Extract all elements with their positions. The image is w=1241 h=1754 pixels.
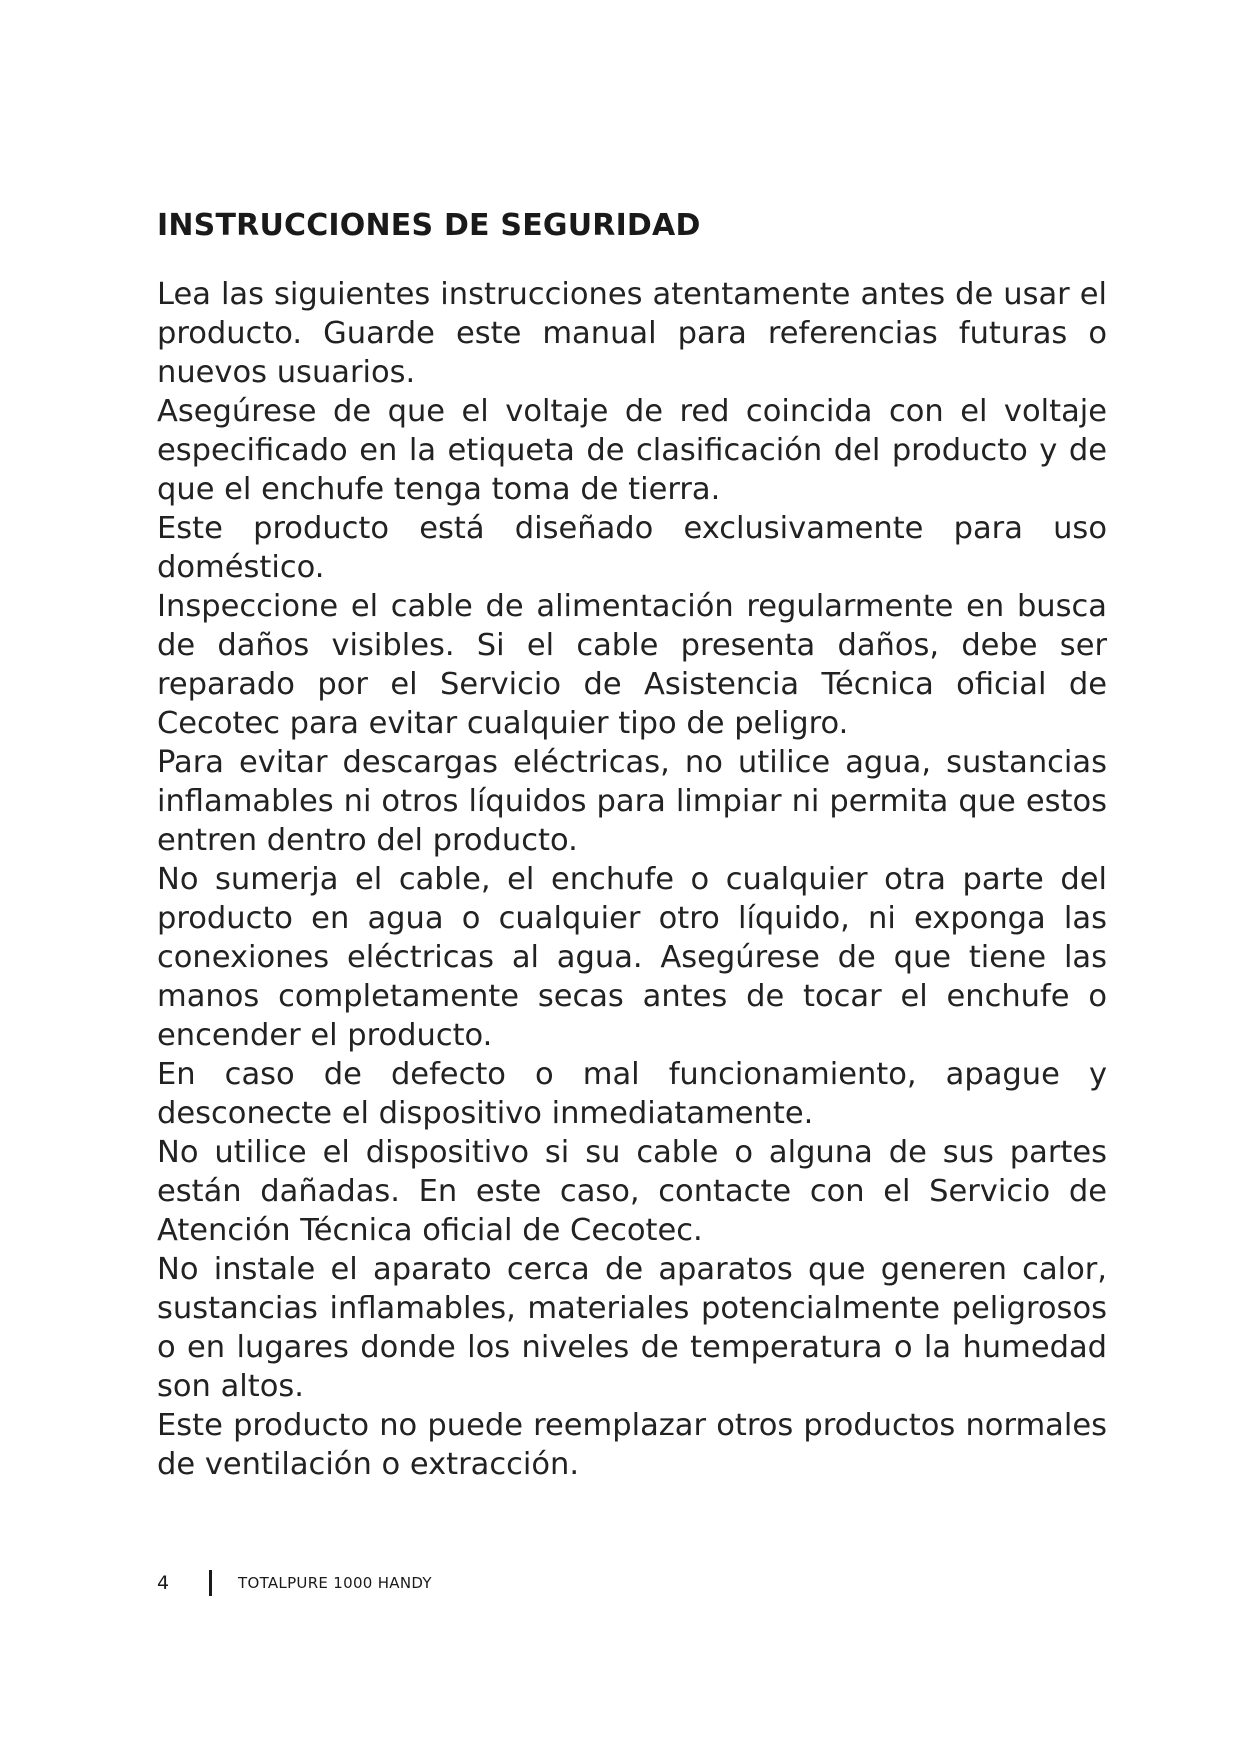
instruction-paragraph: No utilice el dispositivo si su cable o alguna de sus partes están dañadas. En este caso, contacte con el Servicio de Atención Técnica oficial de Cecotec. (157, 1135, 1107, 1248)
instruction-paragraph: Para evitar descargas eléctricas, no utilice agua, sustancias inflamables ni otros líquidos para limpiar ni permita que estos entren dentro del producto. (157, 745, 1107, 858)
page-number: 4 (157, 1572, 170, 1594)
product-name: TOTALPURE 1000 HANDY (238, 1574, 432, 1592)
instruction-paragraph: Lea las siguientes instrucciones atentamente antes de usar el producto. Guarde este manual para referencias futuras o nuevos usuarios. (157, 277, 1107, 390)
instruction-paragraph: No instale el aparato cerca de aparatos que generen calor, sustancias inflamables, materiales potencialmente peligrosos o en lugares donde los niveles de temperatura o la humedad son altos. (157, 1252, 1107, 1404)
safety-instructions-body (157, 275, 1107, 1484)
instruction-paragraph: En caso de defecto o mal funcionamiento, apague y desconecte el dispositivo inmediatamente. (157, 1057, 1107, 1131)
instruction-paragraph: Asegúrese de que el voltaje de red coincida con el voltaje especificado en la etiqueta de clasificación del producto y de que el enchufe tenga toma de tierra. (157, 394, 1107, 507)
instruction-paragraph: Este producto está diseñado exclusivamente para uso doméstico. (157, 511, 1107, 585)
instruction-paragraph: Inspeccione el cable de alimentación regularmente en busca de daños visibles. Si el cable presenta daños, debe ser reparado por el Servicio de Asistencia Técnica oficial de Cecotec para evitar cualquier tipo de peligro. (157, 589, 1107, 741)
page-footer (157, 1568, 432, 1598)
instruction-paragraph: Este producto no puede reemplazar otros productos normales de ventilación o extracción. (157, 1408, 1107, 1482)
page-heading: INSTRUCCIONES DE SEGURIDAD (157, 208, 701, 243)
instruction-paragraph: No sumerja el cable, el enchufe o cualquier otra parte del producto en agua o cualquier otro líquido, ni exponga las conexiones eléctricas al agua. Asegúrese de que tiene las manos completamente secas antes de tocar el enchufe o encender el producto. (157, 862, 1107, 1053)
footer-divider (209, 1570, 212, 1596)
